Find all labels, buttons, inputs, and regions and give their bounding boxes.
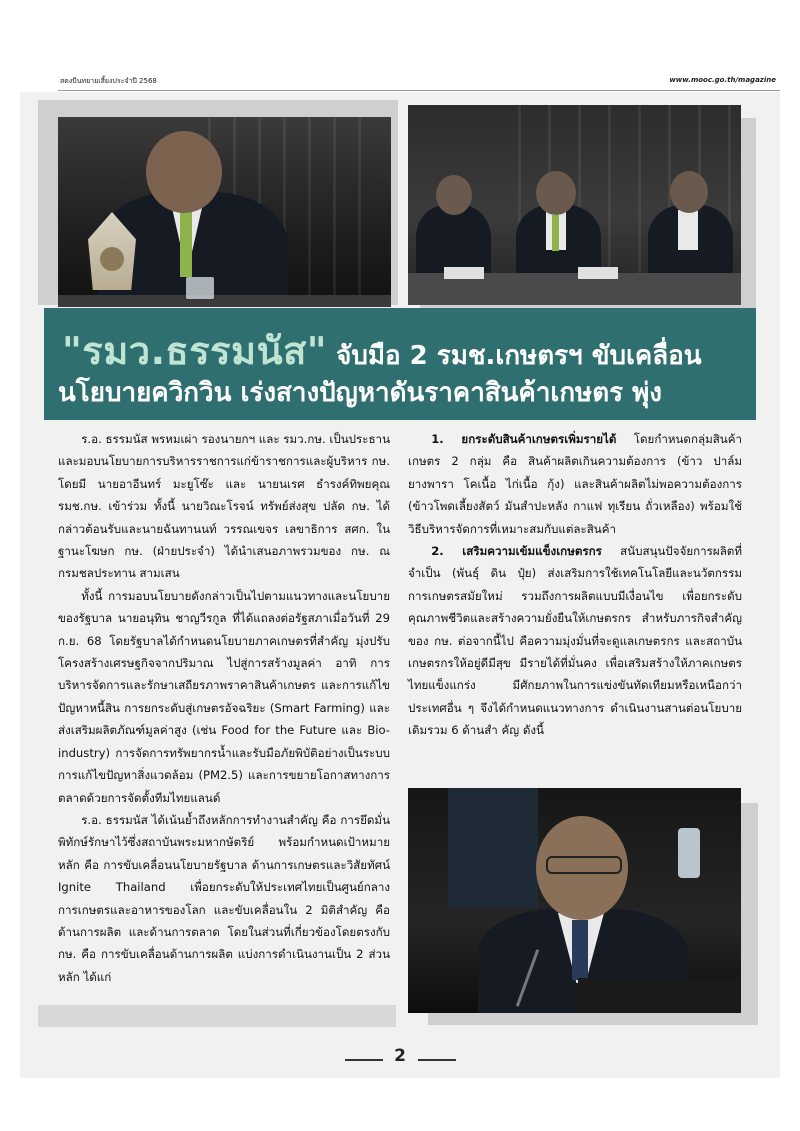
paragraph: ร.อ. ธรรมนัส ได้เน้นย้ำถึงหลักการทำงานสำคัญ คือ การยึดมั่นพิทักษ์รักษาไว้ซึ่งสถาบันพระมหากษัตริย์ พร้อมกำหนดเป้าหมายหลัก คือ การขับเคลื่อนนโยบายรัฐบาล ด้านการเกษตรและวิสัยทัศน์ Ignite Thailand เพื่อยกระดับให้ประเทศไทยเป็นศูนย์กลางการเกษตรและอาหารของโลก และขับเคลื่อนใน 2 มิติสำคัญ คือ ด้านการผลิต และด้านการตลาด โดยในส่วนที่เกี่ยวข้องโดยตรงกับ กษ. คือ การขับเคลื่อนด้านการผลิต แบ่งการดำเนินงานเป็น 2 ส่วนหลัก ได้แก่ [58, 812, 390, 984]
photo-three-ministers [408, 105, 741, 305]
photo-deputy-minister-speaking [408, 788, 741, 1013]
footer-dash-left [345, 1059, 383, 1061]
headline-quote: "รมว.ธรรมนัส" [62, 329, 328, 373]
item-1-body: โดยกำหนดกลุ่มสินค้าเกษตร 2 กลุ่ม คือ สินค้าผลิตเกินความต้องการ (ข้าว ปาล์ม ยางพารา โคเนื้อ ไก่เนื้อ กุ้ง) และสินค้าผลิตไม่พอความต้องการ (ข้าวโพดเลี้ยงสัตว์ มันสำปะหลัง กาแฟ ทุเรียน ถั่วเหลือง) พร้อมใช้วิธีบริหารจัดการที่เหมาะสมกับแต่ละสินค้า [408, 432, 742, 536]
paragraph: ทั้งนี้ การมอบนโยบายดังกล่าวเป็นไปตามแนวทางและนโยบายของรัฐบาล นายอนุทิน ชาญวีรกูล ที่ได้แถลงต่อรัฐสภาเมื่อวันที่ 29 ก.ย. 68 โดยรัฐบาลได้กำหนดนโยบายภาคเกษตรที่สำคัญ มุ่งปรับโครงสร้างเศรษฐกิจจากปริมาณ ไปสู่การสร้างมูลค่า อาทิ การบริหารจัดการและรักษาเสถียรภาพราคาสินค้าเกษตร และการแก้ไขปัญหาหนี้สิน การยกระดับสู่เกษตรอัจฉริยะ (Smart Farming) และส่งเสริมผลิตภัณฑ์มูลค่าสูง (เช่น Food for the Future และ Bio-industry) การจัดการทรัพยากรน้ำและรับมือภัยพิบัติอย่างเป็นระบบ การแก้ไขปัญหาสิ่งแวดล้อม (PM2.5) และการขยายโอกาสทางการตลาดด้วยการจัดตั้งทีมไทยแลนด์ [58, 588, 390, 805]
paragraph-item-2 [408, 540, 742, 742]
page-number: 2 [394, 1046, 406, 1066]
headline-line-2: นโยบายควิกวิน เร่งสางปัญหาดันราคาสินค้าเกษตร พุ่ง [58, 378, 662, 408]
article-left-column [58, 428, 390, 988]
item-2-body: สนับสนุนปัจจัยการผลิตที่จำเป็น (พันธุ์ ดิน ปุ๋ย) ส่งเสริมการใช้เทคโนโลยีและนวัตกรรมการเกษตรสมัยใหม่ รวมถึงการผลิตแบบมีเงื่อนไข เพื่อยกระดับคุณภาพชีวิตและสร้างความยั่งยืนให้เกษตรกร สำหรับภารกิจสำคัญของ กษ. ต่อจากนี้ไป คือความมุ่งมั่นที่จะดูแลเกษตรกร และสถาบันเกษตรกรให้อยู่ดีมีสุข มีรายได้ที่มั่นคง เพื่อเสริมสร้างให้ภาคเกษตรไทยแข็งแกร่ง มีศักยภาพในการแข่งขันทัดเทียมหรือเหนือกว่าประเทศอื่น ๆ จึงได้กำหนดแนวทางการ ดำเนินงานสานต่อนโยบายเดิมรวม 6 ด้านสำ คัญ ดังนี้ [408, 544, 742, 738]
paragraph-item-1 [408, 428, 742, 540]
website-link[interactable]: www.mooc.go.th/magazine [669, 76, 776, 84]
item-2-heading: 2. เสริมความเข้มแข็งเกษตรกร [431, 544, 602, 559]
paragraph: ร.อ. ธรรมนัส พรหมเผ่า รองนายกฯ และ รมว.กษ. เป็นประธานและมอบนโยบายการบริหารราชการแก่ข้าราชการและผู้บริหาร กษ. โดยมี นายอาอีนทร์ มะยูโซ๊ะ และ นายนเรศ ธำรงค์ทิพยคุณ รมช.กษ. เข้าร่วม ทั้งนี้ นายวิณะโรจน์ ทรัพย์ส่งสุข ปลัด กษ. ได้กล่าวต้อนรับและนายฉันทานนท์ วรรณเขจร เลขาธิการ สศก. ในฐานะโฆษก กษ. (ฝ่ายประจำ) ได้นำเสนอภาพรวมของ กษ. ณ กรมชลประทาน สามเสน [58, 432, 390, 581]
issue-label: สดงบีนทยายเสี้ยงประจำปี 2568 [60, 77, 157, 85]
header-divider [58, 90, 780, 91]
article-right-column [408, 428, 742, 742]
item-1-heading: 1. ยกระดับสินค้าเกษตรเพิ่มรายได้ [431, 432, 617, 446]
column-footer-bar [38, 1005, 396, 1027]
footer-dash-right [418, 1059, 456, 1061]
photo-minister-speaking [58, 117, 391, 307]
headline-line-1-rest: จับมือ 2 รมช.เกษตรฯ ขับเคลื่อน [327, 341, 702, 371]
